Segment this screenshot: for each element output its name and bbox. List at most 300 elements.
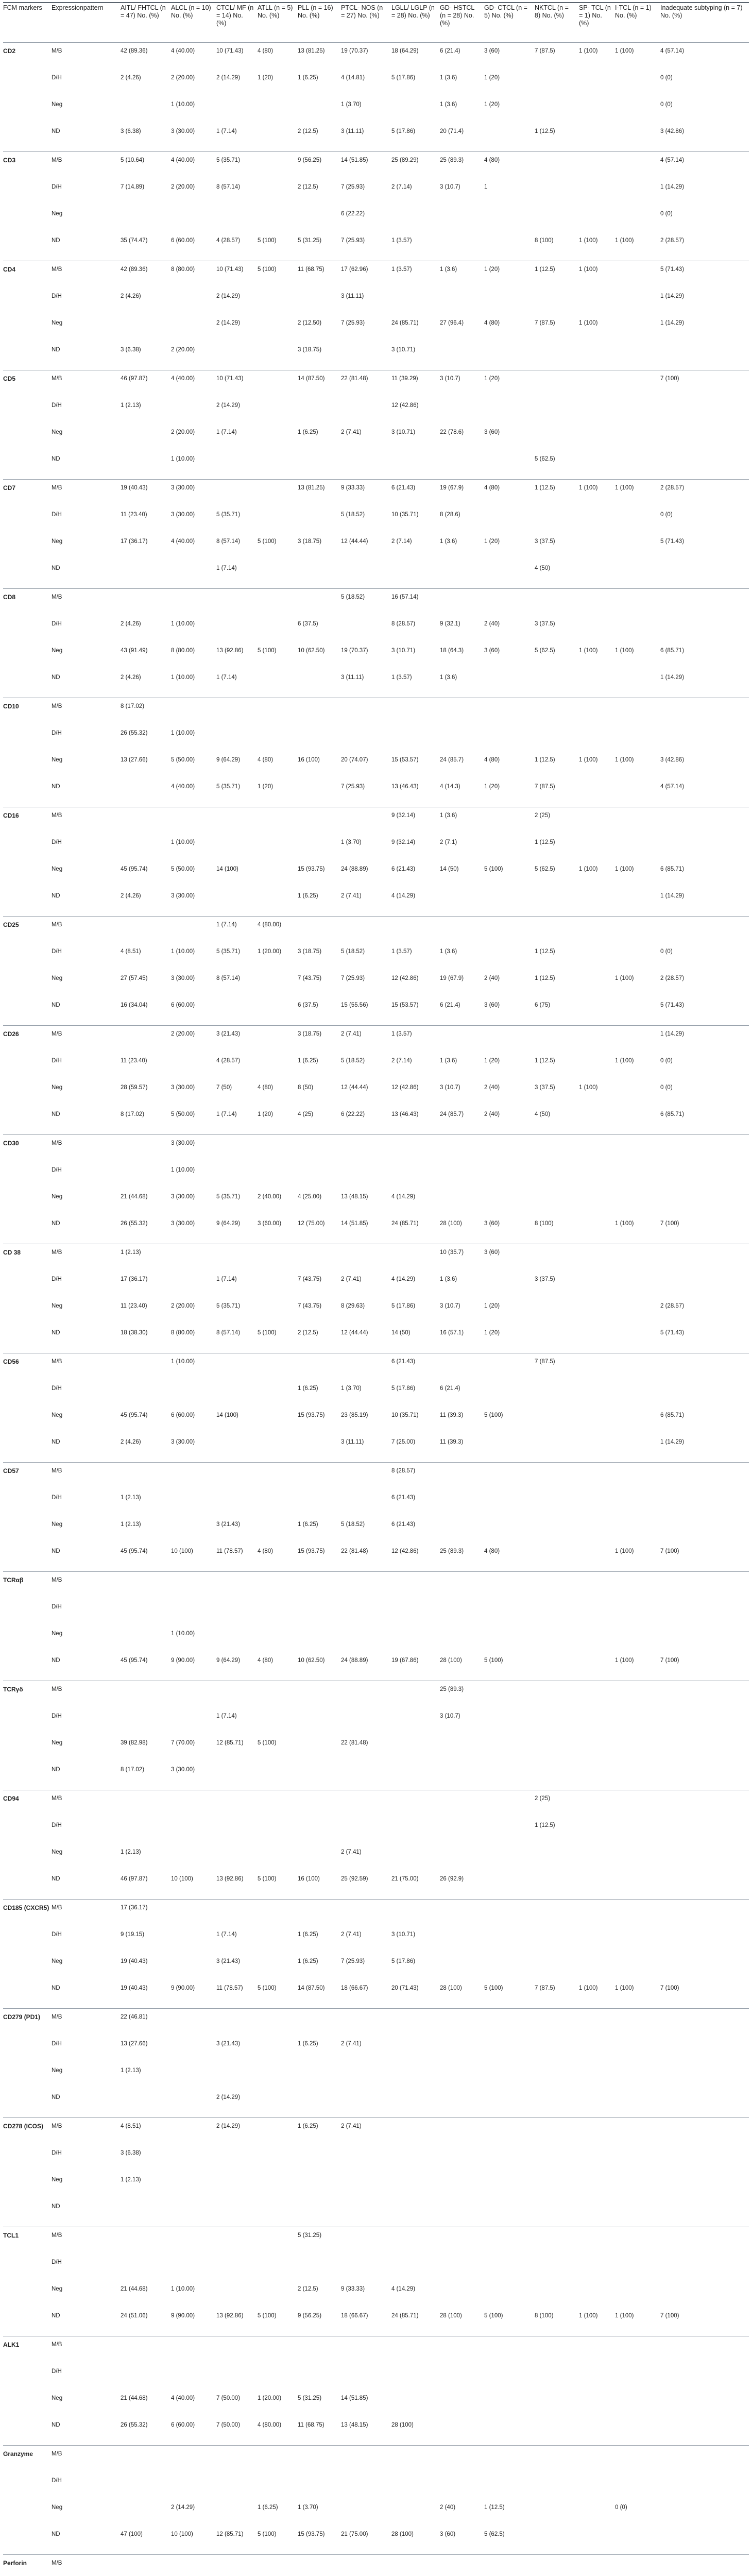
table-cell: 4 (14.29) xyxy=(391,893,416,899)
table-cell: 24 (51.06) xyxy=(121,2313,148,2319)
table-cell: 7 (43.75) xyxy=(298,1303,322,1309)
table-cell: 6 (37.5) xyxy=(298,1002,318,1008)
table-cell: 2 (7.14) xyxy=(391,1058,412,1064)
table-cell: 8 (17.02) xyxy=(121,1111,145,1117)
table-cell: 14 (100) xyxy=(216,1412,238,1418)
table-cell: 8 (28.57) xyxy=(391,621,416,627)
table-cell: 5 (35.71) xyxy=(216,948,241,955)
table-cell: 3 (30.00) xyxy=(171,893,195,899)
expression-pattern: D/H xyxy=(52,1167,62,1173)
table-cell: 19 (67.9) xyxy=(440,485,464,491)
table-cell: 1 (3.6) xyxy=(440,75,457,81)
table-cell: 1 (20) xyxy=(484,376,500,382)
column-header: FCM markers xyxy=(3,4,42,11)
table-cell: 14 (51.85) xyxy=(341,2395,368,2401)
table-cell: 1 (6.25) xyxy=(298,2123,318,2129)
table-cell: 17 (62.96) xyxy=(341,266,368,273)
table-cell: 1 (7.14) xyxy=(216,565,237,571)
marker-name: CD7 xyxy=(3,484,16,492)
marker-name: CD26 xyxy=(3,1030,19,1038)
table-cell: 1 (3.6) xyxy=(440,1058,457,1064)
table-cell: 3 (10.7) xyxy=(440,376,460,382)
table-cell: 5 (100) xyxy=(258,2313,277,2319)
table-cell: 2 (12.5) xyxy=(298,184,318,190)
table-cell: 9 (33.33) xyxy=(341,2286,365,2292)
table-cell: 14 (51.85) xyxy=(341,157,368,163)
table-cell: 8 (28.6) xyxy=(440,512,460,518)
table-cell: 42 (89.36) xyxy=(121,48,148,54)
table-cell: 5 (100) xyxy=(258,1330,277,1336)
table-cell: 3 (30.00) xyxy=(171,1767,195,1773)
expression-pattern: Neg xyxy=(52,211,63,217)
table-cell: 28 (100) xyxy=(440,1985,462,1991)
table-cell: 9 (64.29) xyxy=(216,1221,241,1227)
table-cell: 1 (20) xyxy=(258,75,274,81)
table-cell: 1 (6.25) xyxy=(298,429,318,435)
table-cell: 18 (64.29) xyxy=(391,48,419,54)
table-cell: 1 (100) xyxy=(615,1221,634,1227)
table-cell: 9 (56.25) xyxy=(298,157,322,163)
table-cell: 3 (6.38) xyxy=(121,128,141,134)
expression-pattern: Neg xyxy=(52,1303,63,1309)
table-cell: 3 (10.7) xyxy=(440,1303,460,1309)
table-cell: 12 (44.44) xyxy=(341,1330,368,1336)
table-cell: 3 (10.71) xyxy=(391,648,416,654)
table-cell: 4 (80) xyxy=(258,1084,274,1091)
table-cell: 1 (20) xyxy=(484,784,500,790)
table-cell: 1 (7.14) xyxy=(216,1713,237,1719)
table-cell: 1 (10.00) xyxy=(171,948,195,955)
table-cell: 24 (88.89) xyxy=(341,1657,368,1664)
table-cell: 1 (3.6) xyxy=(440,674,457,681)
table-cell: 2 (4.26) xyxy=(121,893,141,899)
marker-name: TCRαβ xyxy=(3,1577,24,1584)
marker-name: CD5 xyxy=(3,375,16,382)
table-cell: 12 (85.71) xyxy=(216,1740,244,1746)
table-cell: 24 (88.89) xyxy=(341,866,368,872)
table-cell: 4 (80) xyxy=(484,757,500,763)
table-cell: 1 (14.29) xyxy=(660,1439,685,1445)
table-cell: 4 (14.29) xyxy=(391,1194,416,1200)
table-cell: 4 (57.14) xyxy=(660,157,685,163)
expression-pattern: M/B xyxy=(52,1359,62,1365)
table-cell: 8 (100) xyxy=(535,2313,554,2319)
table-cell: 8 (17.02) xyxy=(121,1767,145,1773)
table-cell: 9 (90.00) xyxy=(171,1657,195,1664)
table-cell: 1 (3.70) xyxy=(341,839,362,845)
table-cell: 5 (100) xyxy=(258,2531,277,2537)
table-cell: 3 (10.7) xyxy=(440,1084,460,1091)
table-cell: 9 (64.29) xyxy=(216,1657,241,1664)
column-header: Inadequate subtyping (n = 7) No. (%) xyxy=(660,4,743,19)
marker-name: ALK1 xyxy=(3,2341,20,2348)
table-cell: 15 (53.57) xyxy=(391,757,419,763)
table-cell: 6 (21.4) xyxy=(440,1002,460,1008)
column-header: ALCL (n = 10) No. (%) xyxy=(171,4,211,19)
table-cell: 1 (100) xyxy=(615,2313,634,2319)
table-cell: 4 (14.29) xyxy=(391,1276,416,1282)
table-cell: 2 (4.26) xyxy=(121,621,141,627)
table-cell: 2 (40) xyxy=(484,621,500,627)
table-cell: 1 (10.00) xyxy=(171,621,195,627)
table-cell: 3 (60) xyxy=(484,1249,500,1256)
table-cell: 6 (60.00) xyxy=(171,1002,195,1008)
table-cell: 1 (12.5) xyxy=(535,266,555,273)
table-cell: 4 (50) xyxy=(535,1111,551,1117)
table-cell: 8 (50) xyxy=(298,1084,314,1091)
expression-pattern: M/B xyxy=(52,1686,62,1692)
table-cell: 3 (11.11) xyxy=(341,293,364,299)
expression-pattern: D/H xyxy=(52,75,62,81)
table-cell: 20 (74.07) xyxy=(341,757,368,763)
table-cell: 14 (87.50) xyxy=(298,1985,325,1991)
table-cell: 7 (87.5) xyxy=(535,1359,555,1365)
column-header: PLL (n = 16) No. (%) xyxy=(298,4,333,19)
expression-pattern: M/B xyxy=(52,812,62,819)
table-cell: 4 (80) xyxy=(258,757,274,763)
table-cell: 2 (14.29) xyxy=(171,2504,195,2511)
expression-pattern: Neg xyxy=(52,1740,63,1746)
table-cell: 4 (40.00) xyxy=(171,2395,195,2401)
table-cell: 22 (81.48) xyxy=(341,1740,368,1746)
table-cell: 1 (10.00) xyxy=(171,456,195,462)
marker-name: Perforin xyxy=(3,2560,27,2567)
table-cell: 5 (71.43) xyxy=(660,538,685,545)
table-rule xyxy=(3,151,749,152)
table-cell: 2 (25) xyxy=(535,812,551,819)
table-cell: 6 (21.4) xyxy=(440,1385,460,1392)
table-cell: 1 (6.25) xyxy=(258,2504,278,2511)
table-cell: 10 (35.71) xyxy=(391,512,419,518)
table-cell: 4 (80) xyxy=(258,1657,274,1664)
table-cell: 6 (60.00) xyxy=(171,2422,195,2428)
table-cell: 5 (100) xyxy=(258,238,277,244)
table-cell: 1 (7.14) xyxy=(216,128,237,134)
table-cell: 3 (30.00) xyxy=(171,1084,195,1091)
table-cell: 9 (90.00) xyxy=(171,1985,195,1991)
table-cell: 1 (20) xyxy=(484,75,500,81)
table-rule xyxy=(3,1899,749,1900)
column-header: GD- CTCL (n = 5) No. (%) xyxy=(484,4,527,19)
table-cell: 3 (60) xyxy=(484,1002,500,1008)
table-cell: 13 (46.43) xyxy=(391,1111,419,1117)
table-cell: 3 (60) xyxy=(484,648,500,654)
table-cell: 1 (3.6) xyxy=(440,101,457,108)
table-cell: 1 (10.00) xyxy=(171,730,195,736)
table-cell: 2 (7.41) xyxy=(341,1276,362,1282)
table-rule xyxy=(3,2554,749,2555)
table-cell: 3 (60) xyxy=(484,48,500,54)
table-cell: 9 (33.33) xyxy=(341,485,365,491)
table-cell: 9 (32.1) xyxy=(440,621,460,627)
table-cell: 5 (62.5) xyxy=(535,456,555,462)
table-cell: 5 (100) xyxy=(484,1657,503,1664)
expression-pattern: D/H xyxy=(52,1495,62,1501)
table-cell: 1 (20) xyxy=(258,1111,274,1117)
marker-name: CD278 (ICOS) xyxy=(3,2123,44,2130)
table-cell: 1 (6.25) xyxy=(298,1521,318,1528)
table-cell: 47 (100) xyxy=(121,2531,143,2537)
table-cell: 14 (87.50) xyxy=(298,376,325,382)
table-cell: 2 (40) xyxy=(484,1111,500,1117)
table-cell: 28 (100) xyxy=(391,2422,414,2428)
expression-pattern: Neg xyxy=(52,1194,63,1200)
expression-pattern: D/H xyxy=(52,1604,62,1610)
table-cell: 3 (30.00) xyxy=(171,1439,195,1445)
table-cell: 3 (18.75) xyxy=(298,538,322,545)
table-cell: 1 (20.00) xyxy=(258,2395,282,2401)
expression-pattern: M/B xyxy=(52,1795,62,1802)
table-cell: 7 (25.93) xyxy=(341,320,365,326)
table-cell: 15 (53.57) xyxy=(391,1002,419,1008)
table-cell: 19 (40.43) xyxy=(121,1985,148,1991)
table-cell: 1 (7.14) xyxy=(216,429,237,435)
expression-pattern: Neg xyxy=(52,1521,63,1528)
table-cell: 28 (100) xyxy=(440,1221,462,1227)
table-cell: 9 (56.25) xyxy=(298,2313,322,2319)
table-cell: 15 (55.56) xyxy=(341,1002,368,1008)
table-cell: 3 (6.38) xyxy=(121,2150,141,2156)
table-cell: 15 (93.75) xyxy=(298,866,325,872)
table-cell: 3 (18.75) xyxy=(298,347,322,353)
table-cell: 14 (51.85) xyxy=(341,1221,368,1227)
table-cell: 0 (0) xyxy=(660,512,673,518)
table-cell: 8 (57.14) xyxy=(216,184,241,190)
table-cell: 7 (43.75) xyxy=(298,975,322,981)
table-cell: 5 (62.5) xyxy=(535,648,555,654)
table-cell: 12 (42.86) xyxy=(391,402,419,409)
table-cell: 1 (3.70) xyxy=(298,2504,318,2511)
marker-name: CD2 xyxy=(3,47,16,55)
table-cell: 16 (57.1) xyxy=(440,1330,464,1336)
table-cell: 4 (80) xyxy=(484,157,500,163)
table-cell: 18 (38.30) xyxy=(121,1330,148,1336)
table-cell: 1 (100) xyxy=(615,1058,634,1064)
table-cell: 2 (28.57) xyxy=(660,238,685,244)
table-cell: 6 (60.00) xyxy=(171,238,195,244)
table-cell: 3 (37.5) xyxy=(535,538,555,545)
table-cell: 28 (100) xyxy=(440,2313,462,2319)
marker-name: CD8 xyxy=(3,594,16,601)
table-cell: 10 (35.71) xyxy=(391,1412,419,1418)
table-rule xyxy=(3,588,749,589)
table-cell: 6 (85.71) xyxy=(660,648,685,654)
table-cell: 1 (2.13) xyxy=(121,1495,141,1501)
table-cell: 11 (39.29) xyxy=(391,376,418,382)
table-cell: 12 (44.44) xyxy=(341,538,368,545)
table-cell: 2 (4.26) xyxy=(121,293,141,299)
table-cell: 8 (80.00) xyxy=(171,648,195,654)
table-cell: 2 (7.41) xyxy=(341,893,362,899)
expression-pattern: M/B xyxy=(52,594,62,600)
table-cell: 24 (85.7) xyxy=(440,757,464,763)
table-cell: 7 (25.00) xyxy=(391,1439,416,1445)
table-cell: 4 (28.57) xyxy=(216,238,241,244)
table-cell: 3 (30.00) xyxy=(171,1221,195,1227)
table-cell: 1 (3.57) xyxy=(391,1031,412,1037)
table-cell: 1 (100) xyxy=(615,866,634,872)
table-cell: 9 (19.15) xyxy=(121,1931,145,1938)
table-cell: 21 (44.68) xyxy=(121,2395,148,2401)
table-cell: 3 (21.43) xyxy=(216,1958,241,1964)
table-cell: 4 (40.00) xyxy=(171,48,195,54)
marker-name: Granzyme xyxy=(3,2450,33,2458)
table-cell: 2 (7.41) xyxy=(341,2041,362,2047)
expression-pattern: ND xyxy=(52,784,60,790)
table-cell: 1 (100) xyxy=(615,1548,634,1554)
table-cell: 1 (3.57) xyxy=(391,238,412,244)
table-cell: 1 (20) xyxy=(484,266,500,273)
table-cell: 2 (20.00) xyxy=(171,1031,195,1037)
expression-pattern: ND xyxy=(52,238,60,244)
table-cell: 2 (14.29) xyxy=(216,2094,241,2100)
table-cell: 4 (40.00) xyxy=(171,538,195,545)
table-cell: 5 (17.86) xyxy=(391,75,416,81)
table-cell: 4 (8.51) xyxy=(121,948,141,955)
expression-pattern: M/B xyxy=(52,376,62,382)
table-cell: 1 (100) xyxy=(615,1657,634,1664)
table-cell: 3 (10.7) xyxy=(440,184,460,190)
table-cell: 2 (7.41) xyxy=(341,1931,362,1938)
marker-name: CD94 xyxy=(3,1795,19,1802)
table-cell: 25 (89.3) xyxy=(440,157,464,163)
table-cell: 5 (18.52) xyxy=(341,1058,365,1064)
table-cell: 18 (66.67) xyxy=(341,1985,368,1991)
expression-pattern: Neg xyxy=(52,648,63,654)
table-cell: 6 (21.43) xyxy=(391,485,416,491)
table-cell: 1 (20) xyxy=(484,1330,500,1336)
expression-pattern: M/B xyxy=(52,48,62,54)
table-cell: 5 (100) xyxy=(258,538,277,545)
table-cell: 3 (30.00) xyxy=(171,485,195,491)
table-cell: 5 (17.86) xyxy=(391,1385,416,1392)
table-rule xyxy=(3,1571,749,1572)
table-cell: 1 (20) xyxy=(258,784,274,790)
table-cell: 2 (20.00) xyxy=(171,429,195,435)
table-cell: 6 (22.22) xyxy=(341,1111,365,1117)
table-cell: 5 (100) xyxy=(484,1412,503,1418)
table-cell: 2 (4.26) xyxy=(121,75,141,81)
expression-pattern: M/B xyxy=(52,922,62,928)
table-cell: 22 (81.48) xyxy=(341,376,368,382)
table-cell: 2 (40.00) xyxy=(258,1194,282,1200)
table-cell: 1 (6.25) xyxy=(298,893,318,899)
table-cell: 12 (85.71) xyxy=(216,2531,244,2537)
expression-pattern: M/B xyxy=(52,2123,62,2129)
table-cell: 15 (93.75) xyxy=(298,1548,325,1554)
expression-pattern: D/H xyxy=(52,2368,62,2375)
table-cell: 10 (100) xyxy=(171,2531,193,2537)
table-cell: 15 (93.75) xyxy=(298,1412,325,1418)
table-cell: 4 (80) xyxy=(258,48,274,54)
table-cell: 4 (80) xyxy=(484,320,500,326)
expression-pattern: ND xyxy=(52,1221,60,1227)
marker-name: CD185 (CXCR5) xyxy=(3,1904,49,1911)
table-cell: 21 (44.68) xyxy=(121,2286,148,2292)
expression-pattern: D/H xyxy=(52,839,62,845)
table-cell: 45 (95.74) xyxy=(121,1412,148,1418)
table-cell: 14 (100) xyxy=(216,866,238,872)
table-cell: 3 (30.00) xyxy=(171,512,195,518)
table-cell: 3 (60) xyxy=(484,1221,500,1227)
table-cell: 5 (35.71) xyxy=(216,1194,241,1200)
table-cell: 5 (71.43) xyxy=(660,1002,685,1008)
table-cell: 2 (4.26) xyxy=(121,674,141,681)
table-cell: 45 (95.74) xyxy=(121,1548,148,1554)
table-cell: 45 (95.74) xyxy=(121,1657,148,1664)
table-cell: 12 (42.86) xyxy=(391,975,419,981)
table-cell: 28 (59.57) xyxy=(121,1084,148,1091)
table-cell: 1 (100) xyxy=(579,1084,598,1091)
table-cell: 24 (85.71) xyxy=(391,1221,419,1227)
table-cell: 1 (100) xyxy=(615,1985,634,1991)
table-cell: 14 (50) xyxy=(440,866,459,872)
expression-pattern: D/H xyxy=(52,184,62,190)
column-header: GD- HSTCL (n = 28) No. (%) xyxy=(440,4,474,27)
table-cell: 1 (12.5) xyxy=(535,485,555,491)
table-rule xyxy=(3,1134,749,1135)
column-header: LGLL/ LGLP (n = 28) No. (%) xyxy=(391,4,435,19)
table-cell: 5 (50.00) xyxy=(171,757,195,763)
table-cell: 0 (0) xyxy=(660,948,673,955)
table-cell: 16 (34.04) xyxy=(121,1002,148,1008)
table-cell: 26 (92.9) xyxy=(440,1876,464,1882)
table-cell: 10 (71.43) xyxy=(216,266,244,273)
table-cell: 18 (64.3) xyxy=(440,648,464,654)
expression-pattern: Neg xyxy=(52,538,63,545)
table-cell: 1 (3.57) xyxy=(391,674,412,681)
table-cell: 10 (71.43) xyxy=(216,376,244,382)
table-cell: 16 (100) xyxy=(298,757,320,763)
expression-pattern: M/B xyxy=(52,2342,62,2348)
table-cell: 1 (14.29) xyxy=(660,184,685,190)
table-cell: 2 (20.00) xyxy=(171,1303,195,1309)
expression-pattern: ND xyxy=(52,2204,60,2210)
table-cell: 1 (12.5) xyxy=(535,839,555,845)
expression-pattern: Neg xyxy=(52,1412,63,1418)
table-cell: 19 (40.43) xyxy=(121,485,148,491)
table-cell: 1 (12.5) xyxy=(535,948,555,955)
table-cell: 1 (100) xyxy=(579,266,598,273)
table-cell: 5 (71.43) xyxy=(660,1330,685,1336)
table-cell: 2 (12.50) xyxy=(298,320,322,326)
table-cell: 1 (3.6) xyxy=(440,538,457,545)
table-cell: 7 (25.93) xyxy=(341,1958,365,1964)
table-cell: 3 (30.00) xyxy=(171,128,195,134)
expression-pattern: ND xyxy=(52,1985,60,1991)
table-rule xyxy=(3,1462,749,1463)
expression-pattern: ND xyxy=(52,2313,60,2319)
table-cell: 7 (50) xyxy=(216,1084,232,1091)
table-cell: 7 (100) xyxy=(660,1657,679,1664)
expression-pattern: ND xyxy=(52,1548,60,1554)
table-cell: 2 (7.41) xyxy=(341,2123,362,2129)
table-cell: 7 (50.00) xyxy=(216,2395,241,2401)
table-cell: 14 (50) xyxy=(391,1330,411,1336)
table-cell: 1 (14.29) xyxy=(660,1031,685,1037)
table-cell: 3 (60) xyxy=(440,2531,456,2537)
table-cell: 16 (100) xyxy=(298,1876,320,1882)
table-rule xyxy=(3,2008,749,2009)
table-cell: 12 (42.86) xyxy=(391,1548,419,1554)
table-cell: 17 (36.17) xyxy=(121,1905,148,1911)
table-cell: 6 (60.00) xyxy=(171,1412,195,1418)
table-cell: 11 (68.75) xyxy=(298,2422,324,2428)
table-cell: 6 (85.71) xyxy=(660,1111,685,1117)
table-cell: 4 (40.00) xyxy=(171,784,195,790)
table-cell: 13 (27.66) xyxy=(121,2041,148,2047)
table-cell: 7 (100) xyxy=(660,1548,679,1554)
